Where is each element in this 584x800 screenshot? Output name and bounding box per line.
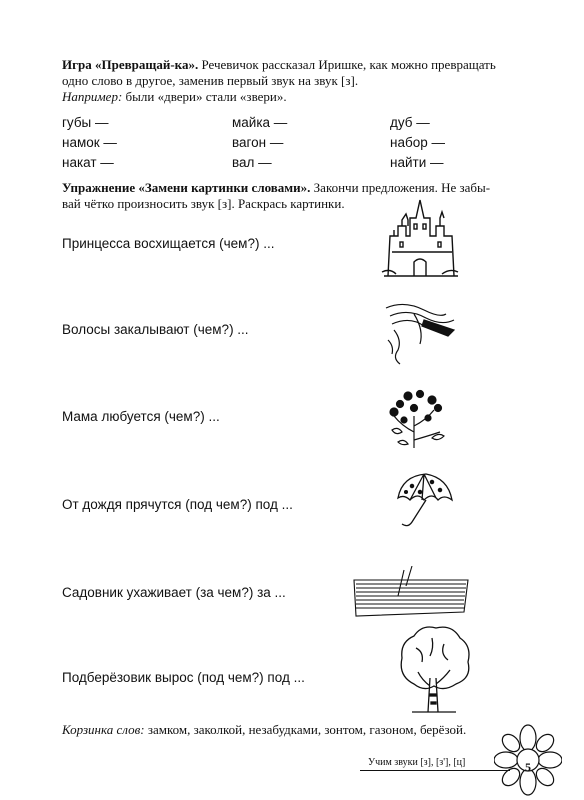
word-column-2: [232, 113, 287, 173]
word-item: майка —: [232, 115, 288, 130]
basket-words: замком, заколкой, незабудками, зонтом, газоном, берёзой.: [147, 722, 467, 737]
exercise-text-line1: Закончи предложения. Не забы-: [313, 180, 491, 195]
word-item: набор —: [390, 135, 445, 150]
umbrella-icon: [392, 470, 456, 530]
game-text-line1: Речевичок рассказал Иришке, как можно превращать: [201, 57, 496, 72]
sentence-3: Мама любуется (чем?) ...: [62, 409, 220, 424]
hair-clip-icon: [384, 300, 464, 366]
sentence-5: Садовник ухаживает (за чем?) за ...: [62, 585, 286, 600]
word-item: найти —: [390, 155, 444, 170]
sentence-4: От дождя прячутся (под чем?) под ...: [62, 497, 293, 512]
word-item: губы —: [62, 115, 109, 130]
word-item: намок —: [62, 135, 117, 150]
lawn-icon: [352, 566, 470, 618]
word-column-1: [62, 113, 117, 173]
exercise-title: Упражнение «Замени картинки словами».: [62, 180, 311, 195]
example-label: Например:: [62, 89, 123, 104]
birch-tree-icon: [394, 622, 474, 714]
game-title: Игра «Превращай-ка».: [62, 57, 199, 72]
basket-label: Корзинка слов:: [62, 722, 145, 737]
sentence-6: Подберёзовик вырос (под чем?) под ...: [62, 670, 305, 685]
game-paragraph: [62, 57, 562, 105]
word-item: вал —: [232, 155, 272, 170]
footer-text: Учим звуки [з], [з'], [ц]: [368, 757, 466, 768]
word-item: накат —: [62, 155, 114, 170]
sentence-1: Принцесса восхищается (чем?) ...: [62, 236, 275, 251]
footer-rule: [360, 770, 510, 771]
castle-icon: [380, 196, 460, 278]
sentence-2: Волосы закалывают (чем?) ...: [62, 322, 249, 337]
forget-me-not-icon: [384, 386, 450, 450]
word-column-3: [390, 113, 445, 173]
word-item: дуб —: [390, 115, 430, 130]
game-text-line2: одно слово в другое, заменив первый звук на звук [з].: [62, 73, 359, 88]
word-item: вагон —: [232, 135, 284, 150]
word-basket: [62, 722, 466, 738]
example-text: были «двери» стали «звери».: [125, 89, 287, 104]
exercise-paragraph: [62, 180, 562, 212]
exercise-text-line2: вай чётко произносить звук [з]. Раскрась картинки.: [62, 196, 345, 211]
page-number: 5: [525, 760, 531, 774]
